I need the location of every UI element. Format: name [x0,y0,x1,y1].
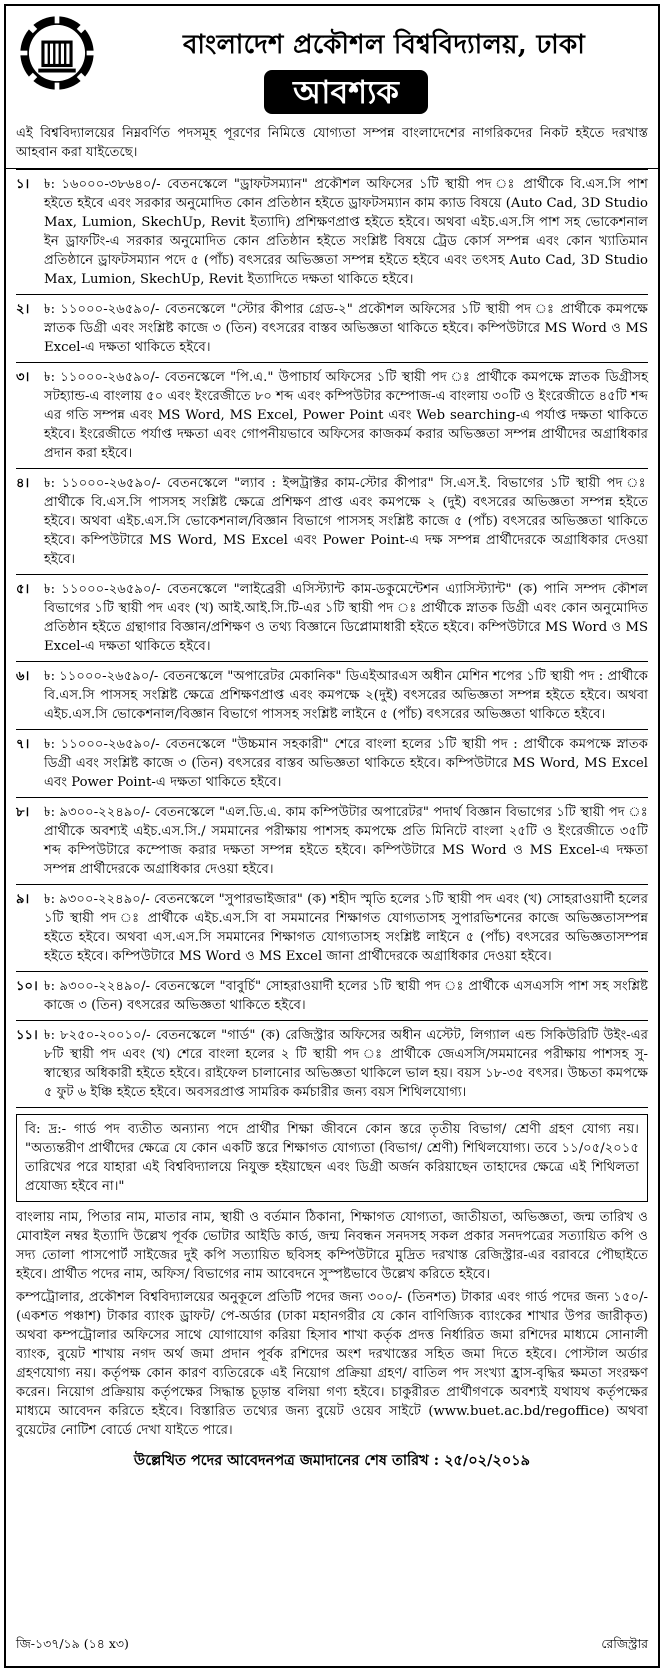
post-number: ১১। [16,1028,38,1043]
post-description: ৳: ১৬০০০-৩৮৬৪০/- বেতনস্কেলে "ড্রাফটসম্যান" প্রকৌশল অফিসের ১টি স্থায়ী পদ ঃ প্রার্থীকে বি.এস.সি পাশ হইতে হইবে এবং সরকার অনুমোদিত কোন প্রতিষ্ঠান হইতে ড্রাফটসম্যান কাম ক্যাড বিষয়ে (Auto Cad, 3D Studio Max, Lumion, SkechUp, Revit ইত্যাদি) প্রশিক্ষণপ্রাপ্ত হইতে হইবে। অথবা এইচ.এস.সি পাশ সহ ভোকেশনাল ইন ড্রাফটিং-এ সরকার অনুমোদিত কোন প্রতিষ্ঠান হইতে সংশ্লিষ্ট বিষয়ে ট্রেড কোর্স সম্পন্ন এবং কোন খ্যাতিমান প্রতিষ্ঠানে ড্রাফটসম্যান পদে ৫ (পাঁচ) বৎসরের অভিজ্ঞতা সম্পন্ন হইতে হইবে এবং তৎসহ Auto Cad, 3D Studio Max, Lumion, SkechUp, Revit ইত্যাদিতে দক্ষতা থাকিতে হইবে। [44,177,648,287]
post-description: ৳: ৯৩০০-২২৪৯০/- বেতনস্কেলে "এল.ডি.এ. কাম কম্পিউটার অপারেটর" পদার্থ বিজ্ঞান বিভাগের ১টি স্থায়ী পদ ঃ প্রার্থীকে অবশ্যই এইচ.এস.সি./ সমমানের পরীক্ষায় পাশসহ কমপক্ষে প্রতি মিনিটে বাংলা ২৫টি ও ইংরেজীতে ৩৫টি শব্দ কম্পিউটারে কম্পোজ করার দক্ষতা সম্পন্ন হইতে হইবে। কম্পিউটারে MS Word ও MS Excel-এ দক্ষতা সম্পন্ন প্রার্থীদেরকে অগ্রাধিকার দেওয়া হইবে। [44,805,648,877]
post-description: ৳: ১১০০০-২৬৫৯০/- বেতনস্কেলে "পি.এ." উপাচার্য অফিসের ১টি স্থায়ী পদ ঃ প্রার্থীকে কমপক্ষে স্নাতক ডিগ্রীসহ সটহ্যান্ড-এ বাংলায় ৫০ এবং ইংরেজীতে ৮০ শব্দ এবং কম্পিউটার কম্পোজ-এ বাংলায় ৩০টি ও ইংরেজীতে ৪৫টি শব্দ এর গতি সম্পন্ন এবং MS Word, MS Excel, Power Point এবং Web searching-এ পর্যাপ্ত দক্ষতা থাকিতে হইবে। ইংরেজীতে পর্যাপ্ত দক্ষতা এবং গোপনীয়ভাবে অফিসের কাজকর্ম করার অভিজ্ঞতা সম্পন্ন প্রার্থীদের অগ্রাধিকার প্রদান করা হইবে। [44,370,648,461]
post-description: ৳: ৯৩০০-২২৪৯০/- বেতনস্কেলে "সুপারভাইজার" (ক) শহীদ স্মৃতি হলের ১টি স্থায়ী পদ এবং (খ) সোহরাওয়ার্দী হলের ১টি স্থায়ী পদ ঃ প্রার্থীকে এইচ.এস.সি বা সমমানের শিক্ষাগত যোগ্যতাসহ সুপারভিশনের কাজে অভিজ্ঞতাসম্পন্ন হইতে হইবে। অথবা এস.এস.সি সমমানের শিক্ষাগত যোগ্যতাসহ সংশ্লিষ্ট লাইনে ৫ (পাঁচ) বৎসরের অভিজ্ঞতাসম্পন্ন হইতে হইবে। কম্পিউটারে MS Word ও MS Excel জানা প্রার্থীদেরকে অগ্রাধিকার দেওয়া হইবে। [44,892,648,964]
deadline-text: উল্লেখিত পদের আবেদনপত্র জমাদানের শেষ তারিখ : ২৫/০২/২০১৯ [133,1452,531,1469]
notice-header [6,6,658,124]
post-number: ১। [16,177,30,192]
post-number: ৪। [16,476,30,491]
post-number: ২। [16,302,30,317]
note-box: বি: দ্র:- গার্ড পদ ব্যতীত অন্যান্য পদে প্রার্থীর শিক্ষা জীবনে কোন স্তরে তৃতীয় বিভাগ/ শ্রেণী গ্রহণ যোগ্য নয়। "অত্যন্তরীণ প্রার্থীদের ক্ষেত্রে যে কোন একটি স্তরে শিক্ষাগত যোগ্যতা (বিভাগ/ শ্রেণী) শিথিলযোগ্য। তবে ১১/০৫/২০১৫ তারিখের পরে যাহারা এই বিশ্ববিদ্যালয়ে নিযুক্ত হইয়াছেন এবং ডিগ্রী অর্জন করিয়াছেন তাহাদের ক্ষেত্রে এই শিথিলতা প্রযোজ্য হইবে না।" [16,1114,648,1202]
post-description: ৳: ৯৩০০-২২৪৯০/- বেতনস্কেলে "বাবুর্চি" সোহরাওয়ার্দী হলের ১টি স্থায়ী পদ ঃ প্রার্থীকে এসএসসি পাশ সহ সংশ্লিষ্ট কাজে ৩ (তিন) বৎসরের অভিজ্ঞতা থাকিতে হইবে। [44,979,648,1013]
post-description: ৳: ১১০০০-২৬৫৯০/- বেতনস্কেলে "স্টোর কীপার গ্রেড-২" প্রকৌশল অফিসের ১টি স্থায়ী পদ ঃ প্রার্থীকে কমপক্ষে স্নাতক ডিগ্রী এবং সংশ্লিষ্ট কাজে ৩ (তিন) বৎসরের বাস্তব অভিজ্ঞতা থাকিতে হইবে। কম্পিউটারে MS Word ও MS Excel-এ দক্ষতা থাকিতে হইবে। [44,302,648,355]
notice-badge: আবশ্যক [264,70,428,114]
post-item [16,295,648,363]
post-item [16,972,648,1021]
post-number: ৫। [16,582,30,597]
post-number: ৮। [16,805,30,820]
post-item [16,798,648,885]
post-item [16,885,648,972]
notice-frame [4,4,660,1668]
post-description: ৳: ১১০০০-২৬৫৯০/- বেতনস্কেলে "লাইব্রেরী এসিস্ট্যান্ট কাম-ডকুমেন্টেশন এ্যাসিস্ট্যান্ট" (ক) পানি সম্পদ কৌশল বিভাগের ১টি স্থায়ী পদ এবং (খ) আই.আই.সি.টি-এর ১টি স্থায়ী পদ ঃ প্রার্থীকে স্নাতক ডিগ্রী এবং কোন অনুমোদিত প্রতিষ্ঠান হইতে গ্রন্থাগার বিজ্ঞান/প্রশিক্ষণ ও তথ্য বিজ্ঞানে ডিপ্লোমাধারী হইতে হইবে। কম্পিউটারে MS Word ও MS Excel-এ দক্ষতা থাকিতে হইবে। [44,582,648,654]
post-item [16,730,648,798]
notice-footer [16,1636,648,1656]
intro-text: এই বিশ্ববিদ্যালয়ের নিম্নবর্ণিত পদসমূহ পূরণের নিমিত্তে যোগ্যতা সম্পন্ন বাংলাদেশের নাগরিকদের নিকট হইতে দরখাস্ত আহবান করা যাইতেছে। [16,126,648,160]
post-description: ৳: ১১০০০-২৬৫৯০/- বেতনস্কেলে "অপারেটর মেকানিক" ডিএইআরএস অধীন মেশিন শপের ১টি স্থায়ী পদ : প্রার্থীকে বি.এস.সি পাসসহ সংশ্লিষ্ট ক্ষেত্রে প্রশিক্ষণপ্রাপ্ত এবং কমপক্ষে ২(দুই) বৎসরের অভিজ্ঞতা সম্পন্ন হইতে হইবে। অথবা এইচ.এস.সি ভোকেশনাল/বিজ্ঞান বিভাগে পাসসহ সংশ্লিষ্ট লাইনে ৫ (পাঁচ) বৎসরের অভিজ্ঞতা থাকিতে হইবে। [44,669,648,722]
post-description: ৳: ১১০০০-২৬৫৯০/- বেতনস্কেলে "উচ্চমান সহকারী" শেরে বাংলা হলের ১টি স্থায়ী পদ : প্রার্থীকে কমপক্ষে স্নাতক ডিগ্রী এবং সংশ্লিষ্ট কাজে ৩ (তিন) বৎসরের বাস্তব অভিজ্ঞতা থাকিতে হইবে। কম্পিউটারে MS Word, MS Excel এবং Power Point-এ দক্ষতা থাকিতে হইবে। [44,737,648,790]
post-item [16,469,648,575]
post-list [6,168,658,1108]
post-description: ৳: ৮২৫০-২০০১০/- বেতনস্কেলে "গার্ড" (ক) রেজিস্ট্রার অফিসের অধীন এস্টেট, লিগ্যাল এন্ড সিকিউরিটি উইং-এর ৮টি স্থায়ী পদ এবং (খ) শেরে বাংলা হলের ২ টি স্থায়ী পদ ঃ প্রার্থীকে জেএসসি/সমমানের পরীক্ষায় পাশসহ সু-স্বাস্থ্যের অধিকারী হইতে হইবে। রাইফেল চালানোর অভিজ্ঞতা থাকিলে ভাল হয়। বয়স ১৮-৩৫ বৎসর। উচ্চতা কমপক্ষে ৫ ফুট ৬ ইঞ্চি হইতে হইবে। অবসরপ্রাপ্ত সামরিক কর্মচারীর জন্য বয়স শিথিলযোগ্য। [44,1028,648,1100]
post-description: ৳: ১১০০০-২৬৫৯০/- বেতনস্কেলে "ল্যাব : ইন্সট্রাক্টর কাম-স্টোর কীপার" সি.এস.ই. বিভাগের ১টি স্থায়ী পদ ঃ প্রার্থীকে বি.এস.সি পাসসহ সংশ্লিষ্ট ক্ষেত্রে প্রশিক্ষণ প্রাপ্ত এবং কমপক্ষে ২ (দুই) বৎসরের অভিজ্ঞতা সম্পন্ন হইতে হইবে। অথবা এইচ.এস.সি ভোকেশনাল/বিজ্ঞান বিভাগে পাসসহ সংশ্লিষ্ট কাজে ৫ (পাঁচ) বৎসরের অভিজ্ঞতা থাকিতে হইবে। কম্পিউটারে MS Word, MS Excel এবং Power Point-এ দক্ষ সম্পন্ন প্রার্থীদেরকে অগ্রাধিকার দেওয়া হইবে। [44,476,648,567]
post-item [16,169,648,295]
application-instructions: বাংলায় নাম, পিতার নাম, মাতার নাম, স্থায়ী ও বর্তমান ঠিকানা, শিক্ষাগত যোগ্যতা, জাতীয়তা, অভিজ্ঞতা, জন্ম তারিখ ও মোবাইল নম্বর ইত্যাদি উল্লেখ পূর্বক ভোটার আইডি কার্ড, জন্ম নিবন্ধন সনদসহ সকল প্রকার সনদপত্রের সত্যায়িত কপি ও সদ্য তোলা পাসপোর্ট সাইজের দুই কপি সত্যায়িত ছবিসহ কম্পিউটারে মুদ্রিত দরখাস্ত রেজিস্ট্রার-এর বরাবরে পৌছাইতে হইবে। প্রার্থীত পদের নাম, অফিস/ বিভাগের নাম আবেদনে সুস্পষ্টভাবে উল্লেখ করিতে হইবে। [16,1210,648,1282]
post-item [16,1021,648,1108]
university-logo-icon [18,14,96,92]
post-number: ৯। [16,892,30,907]
post-number: ৬। [16,669,30,684]
post-number: ১০। [16,979,38,994]
post-number: ৭। [16,737,30,752]
post-item [16,662,648,730]
reference-number: জি-১৩৭/১৯ (১৪ x৩) [16,1636,129,1651]
signatory: রেজিস্ট্রার [601,1636,648,1651]
post-number: ৩। [16,370,30,385]
post-item [16,575,648,662]
institution-name: বাংলাদেশ প্রকৌশল বিশ্ববিদ্যালয়, ঢাকা [182,30,586,60]
payment-instructions: কম্পট্রোলার, প্রকৌশল বিশ্ববিদ্যালয়ের অনুকূলে প্রতিটি পদের জন্য ৩০০/- (তিনশত) টাকার এবং গার্ড পদের জন্য ১৫০/-(একশত পঞ্চাশ) টাকার ব্যাংক ড্রাফট/ পে-অর্ডার (ঢাকা মহানগরীর যে কোন বাণিজ্যিক ব্যাংকের শাখার উপর জারীকৃত) অথবা কম্পট্রোলার অফিসের সাথে যোগাযোগ করিয়া হিসাব শাখা কর্তৃক প্রদত্ত নির্ধারিত জমা রশিদের মাধ্যমে সোনালী ব্যাংক, বুয়েট শাখায় নগদ অর্থ জমা প্রদান পূর্বক রশিদের অংশ দরখাস্তের সহিত জমা দিতে হইবে। পোস্টাল অর্ডার গ্রহণযোগ্য নয়। কর্তৃপক্ষ কোন কারণ ব্যতিরেকে এই নিয়োগ প্রক্রিয়া গ্রহণ/ বাতিল পদ সংখ্যা হ্রাস-বৃদ্ধির ক্ষমতা সংরক্ষণ করেন। নিয়োগ প্রক্রিয়ায় কর্তৃপক্ষের সিদ্ধান্ত চূড়ান্ত বলিয়া গণ্য হইবে। চাকুরীরত প্রার্থীগণকে অবশ্যই যথাযথ কর্তৃপক্ষের মাধ্যমে আবেদন করিতে হইবে। বিস্তারিত তথ্যের জন্য বুয়েট ওয়েব সাইটে (www.buet.ac.bd/regoffice) অথবা বুয়েটের নোটিশ বোর্ডে দেখা যাইতে পারে। [16,1290,648,1438]
post-item [16,363,648,469]
